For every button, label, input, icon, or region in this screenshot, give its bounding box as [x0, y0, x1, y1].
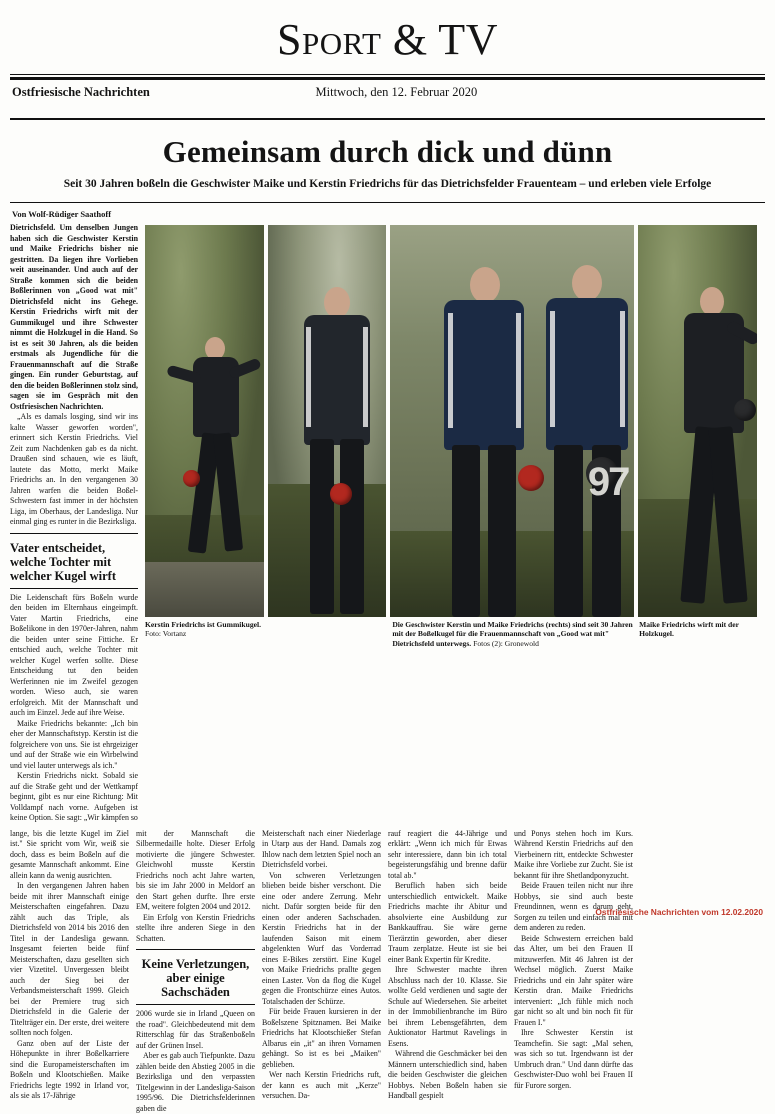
- figure-maike: [290, 287, 386, 617]
- column-divider: [136, 949, 255, 950]
- caption-text: Kerstin Friedrichs ist Gummikugel.: [145, 620, 261, 629]
- column-subheading: Vater entscheidet, welche Tochter mit welcher Kugel wirft: [10, 541, 138, 583]
- article-subhead: Seit 30 Jahren boßeln die Geschwister Maike und Kerstin Friedrichs für das Dietrichsfelder Frauenteam – und erleben viele Erfolge: [10, 178, 765, 190]
- figure-legs: [310, 439, 334, 614]
- paragraph: Von schweren Verletzungen blieben beide bisher verschont. Die eine oder andere Zerrung. Mehr nicht. Dafür sorgten beide für den einen oder anderen Sachschaden. Kerstin Friedrichs hat in der laufenden Saison mit einem abgelenkten Wurf das Vorderrad eines E-Bikes zerstört. Eine Kugel von Maike Friedrichs prallte gegen einen Laster. Von da flog die Kugel gegen die Frontschürze eines Autos. Totalschaden der Schürze.: [262, 871, 381, 1008]
- paragraph: Maike Friedrichs bekannte: „Ich bin eher der Mannschaftstyp. Kerstin ist die folgreichere von uns. Sie ist ehrgeiziger und auf der Straße wie ein Wirbelwind und viel lauter unterwegs als ich.": [10, 719, 138, 772]
- figure-maike-throw: [668, 287, 757, 607]
- column-5: [388, 829, 507, 1114]
- column-divider-2: [136, 1004, 255, 1005]
- dateline-lead: Dietrichsfeld. Um denselben Jungen haben sich die Geschwister Kerstin und Maike Friedrichs bisher nie gestritten. Da liegen ihre Vorlieben weit auseinander. Und auch auf der Straße kommen sich die beiden Boßlerinnen von „Good wat mit" Dietrichsfeld nicht ins Gehege. Kerstin Friedrichs wirft mit der Gummikugel und ihre Schwester nimmt die Holzkugel in die Hand. So ist es seit 30 Jahren, als die beiden erstmals als Jugendliche für die Frauenmannschaft auf die Straße gingen. Ein runder Geburtstag, auf den die beiden Boßlerinnen stolz sind, sagen sie im Gespräch mit den Ostfriesischen Nachrichten.: [10, 223, 138, 411]
- masthead-rule-thin: [10, 74, 765, 75]
- jacket-stripe: [448, 313, 453, 428]
- figure-legs-2: [488, 445, 516, 617]
- article-byline: Von Wolf-Rüdiger Saathoff: [12, 209, 765, 219]
- sign-number: 97: [588, 460, 629, 505]
- caption-text: Die Geschwister Kerstin und Maike Friedrichs (rechts) sind seit 30 Jahren mit der Boßelkugel für die Frauenmannschaft von „Good wat mit" Dietrichsfeld unterwegs.: [392, 620, 632, 648]
- caption-kerstin: [145, 617, 263, 648]
- body-columns: [10, 829, 765, 1114]
- masthead-title: Sport & TV: [10, 18, 765, 62]
- jacket-stripe: [550, 311, 555, 427]
- paragraph: Aber es gab auch Tiefpunkte. Dazu zählen beide den Abstieg 2005 in die Bezirksliga und den verpassten Titelgewinn in der Landesliga-Saison 1995/96. Die Dietrichsfelderinnen gaben die: [136, 1051, 255, 1114]
- figure-legs: [554, 445, 583, 617]
- paragraph: Beruflich haben sich beide unterschiedlich entwickelt. Maike Friedrichs machte ihr Abitur und absolvierte eine Ausbildung zur Bankkauffrau. Sie wäre gerne Tierärztin geworden, aber dieser Traum zerplatze. Heute ist sie bei einer Bank Expertin für Kredite.: [388, 881, 507, 965]
- paragraph: Wer nach Kerstin Friedrichs ruft, der kann es auch mit „Kerze" versuchen. Da-: [262, 1070, 381, 1102]
- caption-credit: Foto: Vortanz: [145, 629, 186, 638]
- paragraph: Ein Erfolg von Kerstin Friedrichs stellte ihre anderen Siege in den Schatten.: [136, 913, 255, 945]
- paragraph: Kerstin Friedrichs nickt. Sobald sie auf die Straße geht und der Wettkampf beginnt, gibt es nur eine Richtung: Mit Volldampf nach vorne. Aufgeben ist keine Option. Sie sagt: „Wir kämpfen so: [10, 771, 138, 824]
- figure-body: [444, 300, 524, 450]
- paragraph: 2006 wurde sie in Irland „Queen on the road". Gleichbedeutend mit dem Ritterschlag für das Straßenboßeln auf der Grünen Insel.: [136, 1009, 255, 1051]
- column-6: [514, 829, 633, 1114]
- paragraph: Beide Schwestern erreichen bald das Alter, um bei den Frauen II mitzuwerfen. Mit 46 Jahren ist der Wechsel möglich. Zuerst Maike Friedrichs und ein Jahr später wäre Kerstin dran. Maike Friedrichs interveniert: „Ich fühle mich noch gar nicht so alt und bin noch fit für Frauen I.": [514, 934, 633, 1029]
- publication-date: Mittwoch, den 12. Februar 2020: [150, 85, 643, 100]
- figure-kerstin: [175, 333, 257, 583]
- paragraph: Meisterschaft nach einer Niederlage in Utarp aus der Hand. Damals zog Ihlow nach dem letzten Spiel noch an Dietrichsfeld vorbei.: [262, 829, 381, 871]
- caption-spacer: [267, 617, 388, 648]
- dateline-rule: [10, 118, 765, 120]
- figure-legs-2: [709, 426, 748, 603]
- paragraph: [10, 223, 138, 412]
- caption-credit: Fotos (2): Gronewold: [473, 639, 539, 648]
- jacket-stripe-2: [620, 311, 625, 427]
- figure-maike-right: [536, 265, 634, 617]
- photo-sisters-together: [390, 225, 634, 617]
- rubber-ball: [183, 470, 200, 487]
- column-divider-2: [10, 588, 138, 589]
- dateline: [10, 80, 765, 106]
- paragraph: Ihre Schwester Kerstin ist Teamchefin. Sie sagt: „Mal sehen, was sich so tut. Irgendwann ist der Umbruch dran." Und dann dürfte das Geschwister-Duo wohl bei Frauen II für Furore sorgen.: [514, 1028, 633, 1091]
- paragraph: und Ponys stehen hoch im Kurs. Während Kerstin Friedrichs auf den Vierbeinern ritt, entdeckte Schwester Maike ihre Vorliebe zur Zucht. Sie ist bekannt für ihre Shetlandponyzucht.: [514, 829, 633, 882]
- figure-legs: [452, 445, 480, 617]
- photo-maike-portrait: [268, 225, 387, 617]
- photo-kerstin-throwing: [145, 225, 264, 617]
- caption-sisters: [392, 617, 635, 648]
- figure-legs-2: [340, 439, 364, 614]
- paragraph: Die Leidenschaft fürs Boßeln wurde den beiden im Elternhaus eingeimpft. Vater Martin Friedrichs, eine Boßelikone in den 1970er-Jahren, nahm die beiden unter seine Fittiche. Er entschied auch, welche Tochter mit welcher Kugel werfen sollte. Diese Entscheidung tut den beiden Werferinnen nie im Zweifel gezogen worden. Wieso auch, sie waren erfolgreich. Mit der Mannschaft und auch im Einzel. Jede auf ihre Weise.: [10, 593, 138, 719]
- source-tag: Ostfriesische Nachrichten vom 12.02.2020: [595, 907, 763, 917]
- figure-head: [324, 287, 350, 318]
- figure-body: [546, 298, 628, 450]
- column-2: [10, 829, 129, 1114]
- paragraph: Ihre Schwester machte ihren Abschluss nach der 10. Klasse. Sie wollte Geld verdienen und sagte der Schule auf Wiedersehen. Sie arbeitet in der Immobilienbranche im Büro bei ihrem Lebensgefährten, dem Auktionator Hartmut Ravelings in Esens.: [388, 965, 507, 1049]
- figure-body: [304, 315, 370, 445]
- column-divider: [10, 533, 138, 534]
- article-headline: Gemeinsam durch dick und dünn: [10, 134, 765, 170]
- rubber-ball: [330, 483, 352, 505]
- publication-name: Ostfriesische Nachrichten: [12, 85, 150, 100]
- paragraph: Während die Geschmäcker bei den Männern unterschiedlich sind, haben die beiden Geschwister die gleichen Hobbys. Neben Boßeln haben sie Handball gespielt: [388, 1049, 507, 1102]
- figure-head: [470, 267, 500, 303]
- paragraph: lange, bis die letzte Kugel im Ziel ist." Sie spricht vom Wir, weiß sie doch, dass es beim Boßeln auf die gesamte Mannschaft ankommt. Eine allein kann da wenig ausrichten.: [10, 829, 129, 882]
- column-4: [262, 829, 381, 1114]
- jacket-stripe-2: [516, 313, 521, 428]
- subhead-rule: [10, 202, 765, 203]
- jacket-stripe: [306, 327, 311, 427]
- jacket-stripe-2: [363, 327, 368, 427]
- paragraph: Ganz oben auf der Liste der Höhepunkte in ihrer Boßelkarriere sind die Europameisterschaften im Boßeln und Klootschießen. Maike Friedrichs legte 1992 in Irland vor, als sie als 17-Jährige: [10, 1039, 129, 1102]
- figure-head: [700, 287, 724, 316]
- paragraph: „Als es damals losging, sind wir ins kalte Wasser geworfen worden", erinnert sich Kerstin Friedrichs. Viel Zeit zum Nachdenken gab es da nicht. Draußen sind schauen, wie es läuft, lautete das Motto, merkt Maike Friedrichs an. In den vergangenen 30 Jahren warfen die beiden Boßel-Schwestern fast immer in der höchsten Liga, im Oberhaus, der Landesliga. Nur einmal ging es runter in die Bezirksliga.: [10, 412, 138, 528]
- paragraph: Für beide Frauen kursieren in der Boßelszene Spitznamen. Bei Maike Friedrichs hat Klootschießer Stefan Albarus ein „it" an ihren Vornamen gehängt. So ist es bei „Maiken" geblieben.: [262, 1007, 381, 1070]
- photo-maike-throwing: [638, 225, 757, 617]
- column-subheading: Keine Verletzungen, aber einige Sachschäden: [136, 957, 255, 999]
- masthead: [10, 0, 765, 80]
- figure-kerstin-left: [432, 267, 542, 617]
- caption-text: Maike Friedrichs wirft mit der Holzkugel.: [639, 620, 739, 638]
- column-3: [136, 829, 255, 1114]
- paragraph: Beide Frauen teilen nicht nur ihre Hobbys, sie sind auch beste Freundinnen, wenn es darum geht, Sorgen zu teilen und einfach mal mit dem anderen zu reden.: [514, 881, 633, 934]
- paragraph: In den vergangenen Jahren haben beide mit ihrer Mannschaft einige Meisterschaften eingefahren. Dazu zählt auch das Triple, als Dietrichsfeld von 2014 bis 2016 den Titel in der Landesliga gewann. Insgesamt feierten beide fünf Meisterschaften, dazu gesellten sich vier Vizetitel. Unvergessen bleibt auch der Sieg bei der Verbandsmeisterschaft 1999. Gleich bei der Premiere trug sich Dietrichsfeld in die Galerie der Titelträger ein. Der erste, drei weitere sollten noch folgen.: [10, 881, 129, 1039]
- paragraph: mit der Mannschaft die Silbermedaille holte. Dieser Erfolg motivierte die jüngere Schwester. Gleichwohl musste Kerstin Friedrichs noch acht Jahre warten, bis sie im Jahr 2000 in Meldorf an den Start gehen durfte. Ihre erste EM, weitere folgten 2004 und 2012.: [136, 829, 255, 913]
- caption-maike: [639, 617, 757, 648]
- photo-strip: [145, 225, 757, 617]
- figure-legs-2: [213, 432, 243, 551]
- column-1: [10, 223, 138, 824]
- paragraph: rauf reagiert die 44-Jährige und erklärt: „Wenn ich mich für Etwas sehr interessiere, dann bin ich total begeisterungsfähig und brenne dafür total ab.": [388, 829, 507, 882]
- figure-head: [572, 265, 602, 301]
